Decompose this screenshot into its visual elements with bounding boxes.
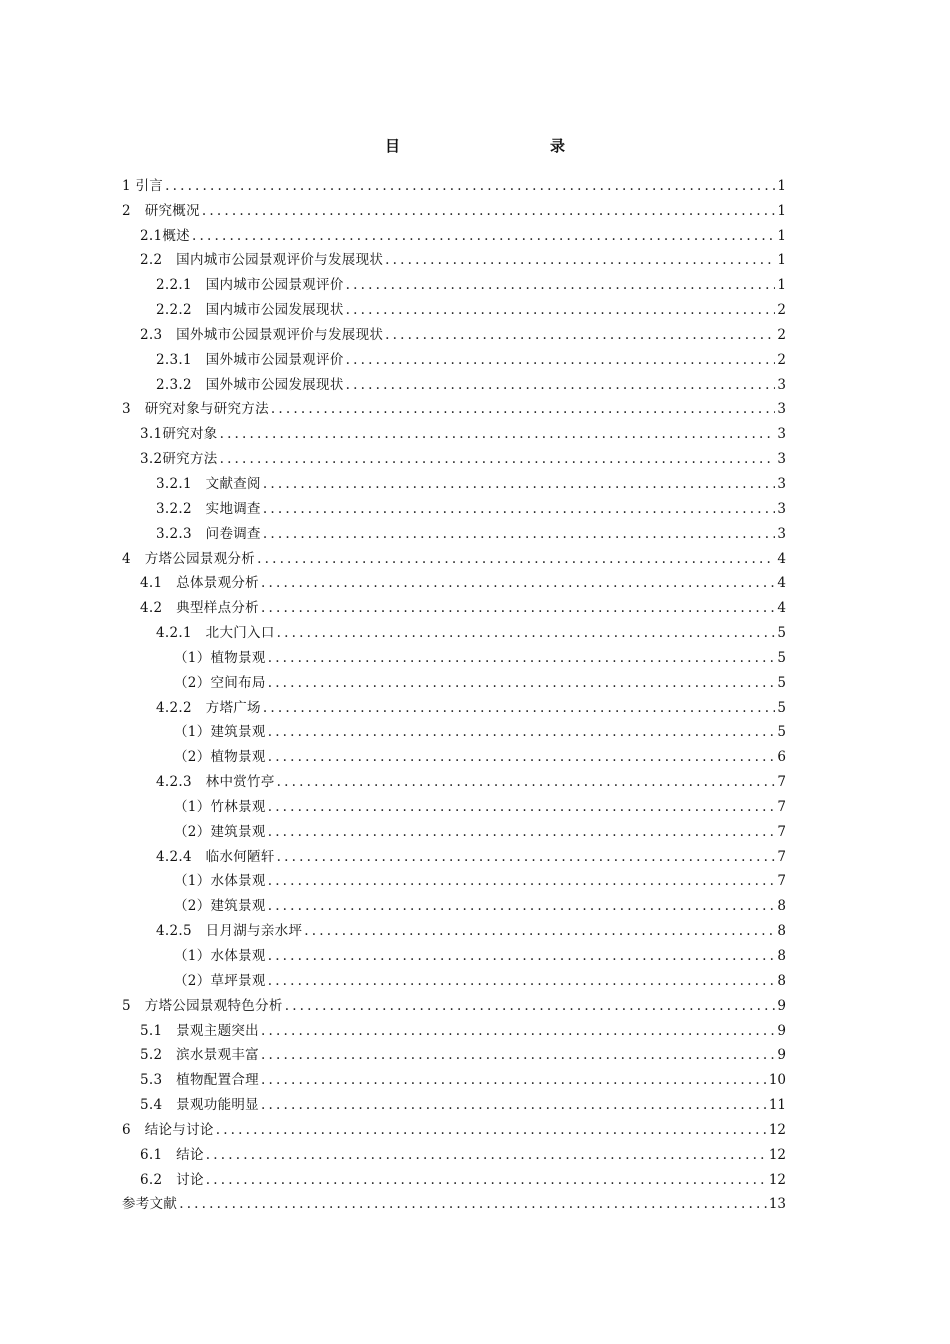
toc-entry-title: 1 引言 bbox=[122, 177, 164, 194]
toc-entry-title: （1）竹林景观 bbox=[174, 798, 266, 815]
toc-entry-title: 3.2.2 实地调查 bbox=[156, 500, 261, 517]
toc-page-number: 5 bbox=[777, 699, 786, 716]
toc-entry-title: 5.4 景观功能明显 bbox=[140, 1097, 259, 1114]
toc-entry-title: 2.3 国外城市公园景观评价与发展现状 bbox=[140, 326, 384, 343]
toc-entry[interactable] bbox=[122, 1164, 786, 1189]
toc-entry-title: 5 方塔公园景观特色分析 bbox=[122, 997, 283, 1014]
toc-entry-title: 3.1研究对象 bbox=[140, 426, 218, 443]
toc-entry[interactable] bbox=[122, 592, 786, 617]
toc-entry-title: 3.2.3 问卷调查 bbox=[156, 525, 261, 542]
toc-page-number: 5 bbox=[777, 674, 786, 691]
toc-page-number: 9 bbox=[777, 997, 786, 1014]
toc-entry[interactable] bbox=[122, 319, 786, 344]
toc-dot-leader bbox=[261, 599, 775, 617]
toc-page-number: 10 bbox=[768, 1072, 786, 1089]
toc-entry-title: 2.2 国内城市公园景观评价与发展现状 bbox=[140, 252, 384, 269]
toc-page-number: 1 bbox=[777, 202, 786, 219]
toc-page-number: 7 bbox=[777, 823, 786, 840]
toc-dot-leader bbox=[165, 177, 775, 195]
toc-entry[interactable] bbox=[122, 1089, 786, 1114]
toc-entry[interactable] bbox=[122, 493, 786, 518]
toc-entry-title: （2）建筑景观 bbox=[174, 898, 266, 915]
toc-entry[interactable] bbox=[122, 766, 786, 791]
toc-dot-leader bbox=[268, 947, 776, 965]
toc-entry[interactable] bbox=[122, 841, 786, 866]
toc-page-number: 3 bbox=[777, 475, 786, 492]
toc-dot-leader bbox=[346, 376, 776, 394]
table-of-contents bbox=[122, 170, 786, 1213]
toc-entry[interactable] bbox=[122, 1040, 786, 1065]
toc-page-number: 8 bbox=[777, 948, 786, 964]
toc-entry-title: （2）建筑景观 bbox=[174, 823, 266, 840]
toc-entry-title: 6.1 结论 bbox=[140, 1146, 204, 1163]
toc-dot-leader bbox=[268, 748, 776, 766]
toc-entry[interactable] bbox=[122, 195, 786, 220]
toc-entry-title: 2.3.2 国外城市公园发展现状 bbox=[156, 376, 344, 393]
toc-dot-leader bbox=[261, 1046, 775, 1064]
toc-entry-title: （1）水体景观 bbox=[174, 948, 266, 964]
toc-page-number: 3 bbox=[777, 525, 786, 542]
toc-entry[interactable] bbox=[122, 915, 786, 940]
toc-entry-title: 5.2 滨水景观丰富 bbox=[140, 1047, 259, 1064]
toc-entry[interactable] bbox=[122, 418, 786, 443]
toc-page-number: 12 bbox=[768, 1171, 786, 1188]
toc-entry[interactable] bbox=[122, 394, 786, 419]
toc-page-number: 5 bbox=[777, 649, 786, 666]
toc-entry-title: （1）植物景观 bbox=[174, 649, 266, 666]
toc-entry-title: 参考文献 bbox=[122, 1196, 178, 1213]
toc-entry-title: 6 结论与讨论 bbox=[122, 1121, 214, 1138]
toc-dot-leader bbox=[268, 823, 776, 841]
toc-entry-title: 4.2.2 方塔广场 bbox=[156, 699, 261, 716]
toc-dot-leader bbox=[263, 500, 776, 518]
toc-entry-title: （2）植物景观 bbox=[174, 749, 266, 766]
toc-entry-title: 2 研究概况 bbox=[122, 202, 200, 219]
toc-entry[interactable] bbox=[122, 1189, 786, 1214]
toc-dot-leader bbox=[271, 400, 776, 418]
toc-entry[interactable] bbox=[122, 443, 786, 468]
toc-entry[interactable] bbox=[122, 518, 786, 543]
toc-entry[interactable] bbox=[122, 170, 786, 195]
toc-dot-leader bbox=[268, 674, 776, 692]
toc-entry[interactable] bbox=[122, 1015, 786, 1040]
toc-dot-leader bbox=[220, 450, 776, 468]
toc-page-number: 6 bbox=[777, 749, 786, 766]
toc-dot-leader bbox=[261, 1096, 767, 1114]
toc-dot-leader bbox=[277, 773, 776, 791]
toc-entry[interactable] bbox=[122, 692, 786, 717]
toc-entry[interactable] bbox=[122, 344, 786, 369]
toc-dot-leader bbox=[385, 251, 775, 269]
toc-entry-title: 2.2.1 国内城市公园景观评价 bbox=[156, 277, 344, 294]
toc-dot-leader bbox=[277, 848, 776, 866]
toc-dot-leader bbox=[257, 550, 775, 568]
toc-entry[interactable] bbox=[122, 866, 786, 891]
toc-entry[interactable] bbox=[122, 294, 786, 319]
toc-entry[interactable] bbox=[122, 468, 786, 493]
toc-dot-leader bbox=[263, 525, 776, 543]
toc-entry[interactable] bbox=[122, 568, 786, 593]
toc-page-number: 3 bbox=[777, 500, 786, 517]
toc-entry[interactable] bbox=[122, 965, 786, 990]
toc-entry[interactable] bbox=[122, 1114, 786, 1139]
toc-dot-leader bbox=[304, 922, 775, 940]
toc-entry-title: 3 研究对象与研究方法 bbox=[122, 401, 269, 418]
toc-dot-leader bbox=[277, 624, 776, 642]
toc-page-number: 1 bbox=[777, 227, 786, 244]
toc-entry-title: 2.3.1 国外城市公园景观评价 bbox=[156, 351, 344, 368]
toc-page-number: 5 bbox=[777, 724, 786, 741]
toc-page-number: 5 bbox=[777, 625, 786, 642]
toc-entry[interactable] bbox=[122, 1064, 786, 1089]
toc-entry[interactable] bbox=[122, 890, 786, 915]
toc-dot-leader bbox=[261, 574, 775, 592]
toc-entry[interactable] bbox=[122, 717, 786, 742]
toc-dot-leader bbox=[268, 798, 776, 816]
toc-dot-leader bbox=[268, 723, 776, 741]
toc-entry-title: 4.2.4 临水何陋轩 bbox=[156, 848, 275, 865]
toc-entry[interactable] bbox=[122, 220, 786, 245]
toc-entry[interactable] bbox=[122, 741, 786, 766]
toc-entry[interactable] bbox=[122, 369, 786, 394]
toc-page-number: 13 bbox=[768, 1196, 786, 1213]
toc-page-number: 9 bbox=[777, 1022, 786, 1039]
toc-entry-title: 2.2.2 国内城市公园发展现状 bbox=[156, 302, 344, 319]
toc-page-number: 12 bbox=[768, 1121, 786, 1138]
toc-dot-leader bbox=[268, 972, 776, 990]
toc-dot-leader bbox=[346, 276, 776, 294]
toc-entry-title: 4.2 典型样点分析 bbox=[140, 600, 259, 617]
toc-page-number: 1 bbox=[777, 177, 786, 194]
toc-dot-leader bbox=[206, 1146, 767, 1164]
toc-dot-leader bbox=[179, 1195, 767, 1213]
toc-title: 目 录 bbox=[384, 137, 605, 155]
toc-page-number: 3 bbox=[777, 401, 786, 418]
toc-dot-leader bbox=[268, 872, 776, 890]
toc-entry[interactable] bbox=[122, 543, 786, 568]
toc-page-number: 7 bbox=[777, 873, 786, 890]
toc-entry[interactable] bbox=[122, 245, 786, 270]
toc-dot-leader bbox=[216, 1121, 767, 1139]
toc-dot-leader bbox=[285, 997, 776, 1015]
toc-page-number: 2 bbox=[777, 326, 786, 343]
toc-entry[interactable] bbox=[122, 990, 786, 1015]
toc-page-number: 3 bbox=[777, 451, 786, 468]
toc-entry-title: 5.1 景观主题突出 bbox=[140, 1022, 259, 1039]
toc-page-number: 7 bbox=[777, 848, 786, 865]
toc-dot-leader bbox=[202, 202, 776, 220]
toc-page-number: 7 bbox=[777, 774, 786, 791]
toc-dot-leader bbox=[192, 227, 775, 245]
toc-page-number: 4 bbox=[777, 550, 786, 567]
toc-entry-title: 4 方塔公园景观分析 bbox=[122, 550, 256, 567]
toc-page-number: 8 bbox=[777, 898, 786, 915]
toc-dot-leader bbox=[385, 326, 775, 344]
toc-dot-leader bbox=[220, 425, 776, 443]
toc-dot-leader bbox=[268, 649, 776, 667]
toc-page-number: 11 bbox=[768, 1097, 786, 1114]
toc-entry-title: （2）空间布局 bbox=[174, 674, 266, 691]
toc-entry-title: （1）建筑景观 bbox=[174, 724, 266, 741]
toc-page-number: 4 bbox=[777, 575, 786, 592]
toc-entry[interactable] bbox=[122, 617, 786, 642]
toc-dot-leader bbox=[261, 1022, 775, 1040]
toc-entry[interactable] bbox=[122, 269, 786, 294]
toc-entry[interactable] bbox=[122, 1139, 786, 1164]
toc-page-number: 7 bbox=[777, 798, 786, 815]
toc-entry-title: （1）水体景观 bbox=[174, 873, 266, 890]
toc-dot-leader bbox=[263, 475, 776, 493]
toc-page-number: 8 bbox=[777, 923, 786, 940]
toc-dot-leader bbox=[261, 1071, 767, 1089]
toc-dot-leader bbox=[206, 1171, 767, 1189]
toc-entry-title: 4.2.5 日月湖与亲水坪 bbox=[156, 923, 303, 940]
toc-entry[interactable] bbox=[122, 940, 786, 965]
toc-entry-title: 4.1 总体景观分析 bbox=[140, 575, 259, 592]
toc-page-number: 3 bbox=[777, 426, 786, 443]
toc-entry-title: 2.1概述 bbox=[140, 227, 190, 244]
toc-entry[interactable] bbox=[122, 791, 786, 816]
toc-page-number: 9 bbox=[777, 1047, 786, 1064]
toc-entry-title: （2）草坪景观 bbox=[174, 972, 266, 989]
toc-dot-leader bbox=[263, 699, 776, 717]
toc-entry[interactable] bbox=[122, 642, 786, 667]
toc-dot-leader bbox=[346, 351, 776, 369]
toc-page-number: 2 bbox=[777, 302, 786, 319]
toc-page-number: 3 bbox=[777, 376, 786, 393]
toc-page-number: 4 bbox=[777, 600, 786, 617]
toc-entry-title: 4.2.1 北大门入口 bbox=[156, 625, 275, 642]
toc-dot-leader bbox=[268, 897, 776, 915]
toc-page-number: 8 bbox=[777, 972, 786, 989]
toc-page-number: 2 bbox=[777, 351, 786, 368]
toc-entry-title: 3.2研究方法 bbox=[140, 451, 218, 468]
toc-entry[interactable] bbox=[122, 816, 786, 841]
toc-entry-title: 6.2 讨论 bbox=[140, 1171, 204, 1188]
toc-entry-title: 3.2.1 文献查阅 bbox=[156, 475, 261, 492]
toc-entry[interactable] bbox=[122, 667, 786, 692]
toc-entry-title: 4.2.3 林中赏竹亭 bbox=[156, 774, 275, 791]
toc-entry-title: 5.3 植物配置合理 bbox=[140, 1072, 259, 1089]
toc-page-number: 12 bbox=[768, 1146, 786, 1163]
toc-page-number: 1 bbox=[777, 252, 786, 269]
toc-page-number: 1 bbox=[777, 277, 786, 294]
toc-dot-leader bbox=[346, 301, 776, 319]
